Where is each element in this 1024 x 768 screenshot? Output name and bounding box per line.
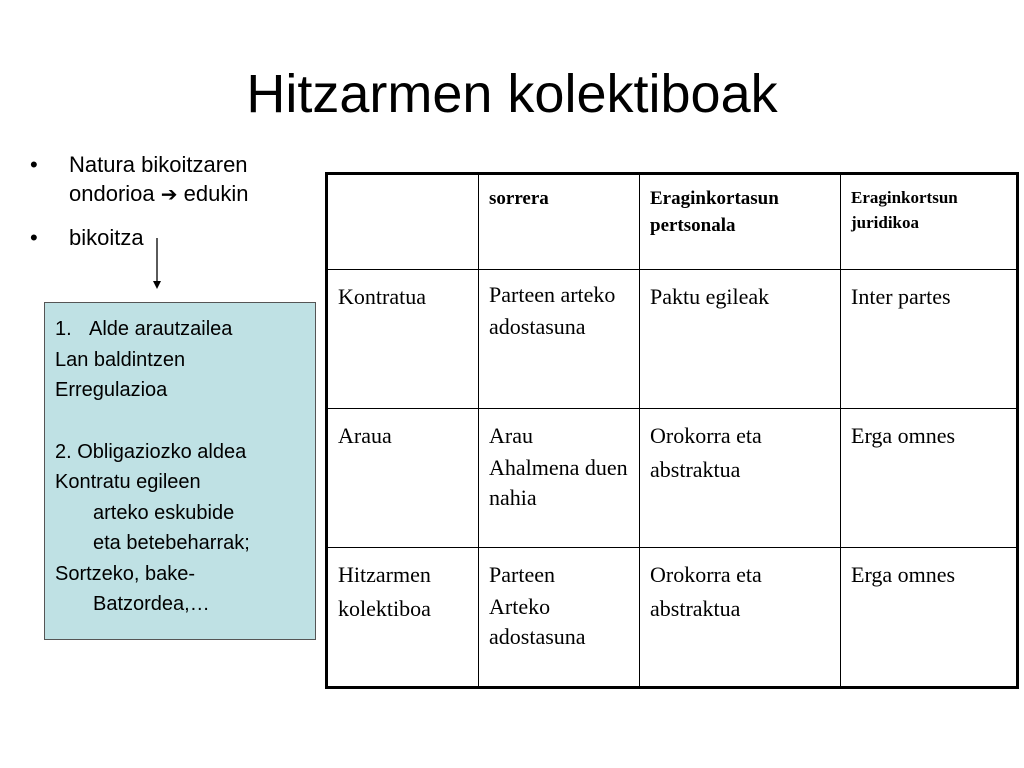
table-header-cell	[327, 174, 479, 270]
slide-title: Hitzarmen kolektiboak	[246, 64, 778, 124]
note-box	[44, 302, 316, 640]
cell-text: Ahalmena duen nahia	[489, 455, 628, 510]
list-number: 1.	[55, 318, 72, 340]
note-line: arteko eskubide	[93, 501, 235, 524]
table-header-cell: Eraginkortsun juridikoa	[841, 174, 1018, 270]
table-header-cell: sorrera	[479, 174, 640, 270]
bullet-text: ondorioa	[69, 181, 155, 206]
row-label: Kontratua	[338, 284, 426, 309]
cell-text: adostasuna	[489, 314, 586, 339]
table-cell	[479, 548, 640, 688]
bullet-list	[30, 150, 320, 265]
table-header-row	[327, 174, 1018, 270]
cell-text: Arau	[489, 423, 533, 448]
table-cell: Erga omnes	[841, 409, 1018, 548]
table-row	[327, 270, 1018, 409]
table-header-cell: Eraginkortasun pertsonala	[640, 174, 841, 270]
row-label: Hitzarmen	[338, 562, 431, 587]
bullet-marker: •	[30, 152, 38, 177]
row-label: kolektiboa	[338, 596, 431, 621]
note-line: Kontratu egileen	[55, 471, 201, 493]
note-line: eta betebeharrak;	[93, 532, 250, 554]
comparison-table	[325, 172, 1019, 689]
row-label: Araua	[338, 423, 392, 448]
table-cell: Erga omnes	[841, 548, 1018, 688]
right-arrow-icon: ➔	[160, 184, 178, 206]
note-line	[55, 314, 307, 345]
note-heading: 2. Obligaziozko aldea	[55, 440, 247, 463]
bullet-item	[30, 150, 320, 210]
table-cell	[327, 548, 479, 688]
down-arrow-icon	[151, 238, 163, 290]
note-heading: Alde arautzailea	[89, 318, 233, 340]
table-cell: Orokorra eta abstraktua	[640, 548, 841, 688]
cell-text: Parteen arteko	[489, 282, 616, 307]
table-cell	[327, 270, 479, 409]
table-row	[327, 548, 1018, 688]
cell-text: Parteen	[489, 562, 555, 587]
note-line: Batzordea,…	[93, 593, 210, 615]
bullet-text: Natura bikoitzaren	[69, 152, 248, 177]
note-line: Lan baldintzen	[55, 348, 186, 371]
bullet-item	[30, 223, 320, 252]
cell-text: Arteko adostasuna	[489, 594, 586, 649]
table-cell	[327, 409, 479, 548]
table-cell: Paktu egileak	[640, 270, 841, 409]
table-row	[327, 409, 1018, 548]
note-line: Erregulazioa	[55, 379, 168, 401]
bullet-text: bikoitza	[69, 225, 144, 250]
bullet-text: edukin	[183, 181, 249, 206]
table-cell: Orokorra eta abstraktua	[640, 409, 841, 548]
table-cell: Inter partes	[841, 270, 1018, 409]
note-line: Sortzeko, bake-	[55, 562, 196, 585]
bullet-marker: •	[30, 225, 38, 250]
table-cell	[479, 270, 640, 409]
table-cell	[479, 409, 640, 548]
